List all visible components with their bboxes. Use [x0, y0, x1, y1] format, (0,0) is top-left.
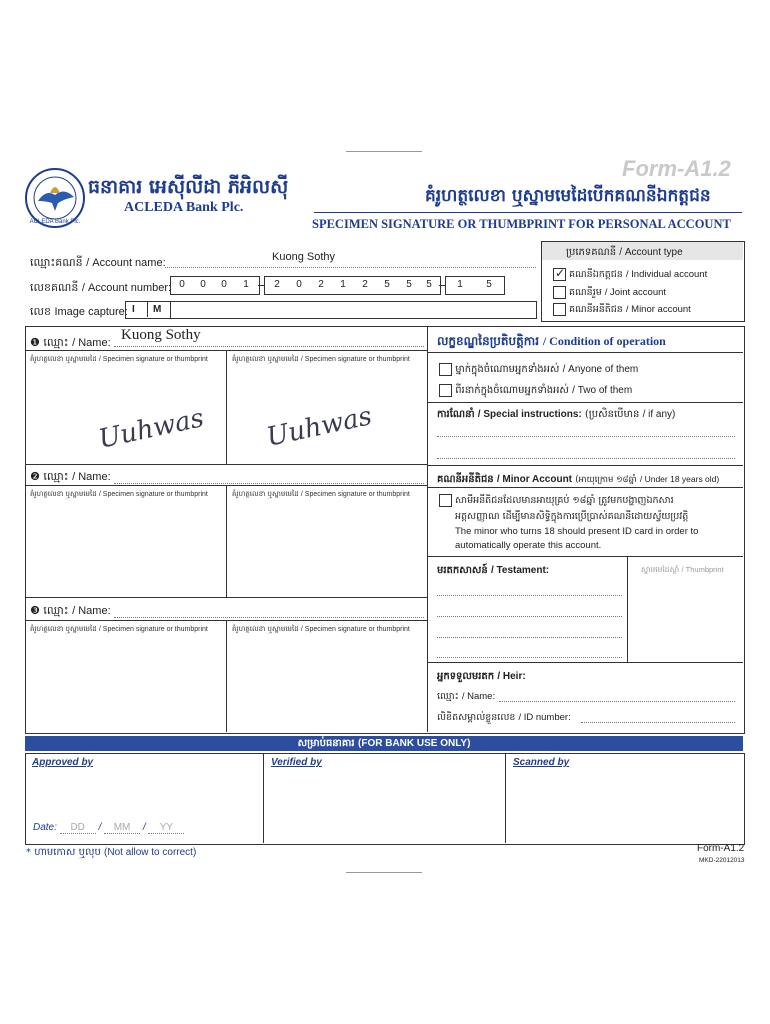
instructions-line[interactable] — [437, 446, 735, 459]
account-name-label-kh: ឈ្មោះគណនី — [30, 256, 83, 269]
date-row — [33, 822, 184, 834]
checkbox[interactable] — [439, 384, 452, 397]
account-digit: 5 — [406, 279, 412, 290]
account-digit: 2 — [274, 279, 280, 290]
account-number-label — [30, 281, 171, 297]
section-line — [427, 465, 743, 466]
testament-line[interactable] — [437, 645, 622, 658]
bank-logo-icon — [24, 167, 86, 229]
account-digit: 5 — [426, 279, 432, 290]
operation-title-en: / Condition of operation — [542, 334, 666, 348]
logo-text: ACLEDA Bank Plc. — [29, 219, 81, 225]
checkbox[interactable] — [553, 286, 566, 299]
footer-note — [26, 845, 196, 860]
minor-age-en: / Under 18 years old) — [639, 474, 720, 484]
account-name-label-en: / Account name: — [86, 257, 166, 269]
holder-3-name-field[interactable] — [114, 603, 424, 618]
testament-title — [437, 563, 549, 578]
form-title-en: SPECIMEN SIGNATURE OR THUMBPRINT FOR PERSONAL ACCOUNT — [312, 217, 731, 231]
account-type-minor[interactable] — [553, 303, 691, 317]
heir-id-field[interactable] — [581, 710, 735, 723]
option-label-kh: ម្នាក់ក្នុងចំណោមអ្នកទាំងអស់ — [455, 364, 560, 375]
bank-use-en: (FOR BANK USE ONLY) — [358, 738, 471, 749]
minor-line2-en: automatically operate this account. — [455, 540, 602, 551]
account-digit: 1 — [457, 279, 463, 290]
holder-name-kh: ឈ្មោះ — [43, 336, 69, 349]
option-label-en: / Joint account — [604, 287, 667, 298]
minor-title-kh: គណនីអនីតិជន — [437, 474, 494, 485]
operation-title — [437, 333, 666, 351]
signature-caption-kh: គំរូហត្ថលេខា ឬស្នាមមេដៃ — [30, 490, 97, 498]
holder-row-line — [25, 597, 427, 598]
account-name-label — [30, 256, 166, 272]
heir-name-label — [437, 690, 495, 704]
minor-line1-kh: សាមីអនីតិជនដែលមានអាយុគ្រប់ ១៨ឆ្នាំ ត្រូវមកបង្ហាញឯកសារ — [455, 495, 674, 506]
account-type-joint[interactable] — [553, 286, 666, 300]
title-rule — [314, 212, 742, 213]
minor-checkbox-row[interactable] — [439, 494, 674, 508]
section-line — [427, 402, 743, 403]
option-label-kh: គណនីអនីតិជន — [569, 304, 623, 315]
holder-name-en: / Name: — [72, 337, 111, 349]
testament-line[interactable] — [437, 604, 622, 617]
footer-code: MKD-22012013 — [699, 857, 745, 864]
testament-line[interactable] — [437, 583, 622, 596]
testament-title-en: / Testament: — [490, 565, 550, 576]
heir-name-en: / Name: — [461, 691, 496, 702]
special-instructions-label — [437, 407, 675, 422]
signature-caption-en: / Specimen signature or thumbprint — [300, 626, 410, 633]
account-name-field[interactable] — [165, 253, 536, 268]
signature-caption-kh: គំរូហត្ថលេខា ឬស្នាមមេដៃ — [232, 625, 299, 633]
holder-name-en: / Name: — [72, 605, 111, 617]
minor-line1-en: The minor who turns 18 should present ID card in order to — [455, 526, 699, 537]
signature-caption-en: / Specimen signature or thumbprint — [300, 356, 410, 363]
account-digit: 2 — [362, 279, 368, 290]
signature-cell-divider — [226, 350, 227, 464]
signature-cell-divider — [226, 620, 227, 732]
account-type-individual[interactable] — [553, 268, 707, 282]
signature-caption — [232, 625, 410, 635]
account-number-label-kh: លេខគណនី — [30, 281, 79, 294]
holder-number: ❸ — [30, 604, 40, 617]
account-number-label-en: / Account number: — [81, 282, 172, 294]
option-label-en: / Individual account — [625, 269, 708, 280]
heir-name-kh: ឈ្មោះ — [437, 691, 459, 702]
signature-caption-kh: គំរូហត្ថលេខា ឬស្នាមមេដៃ — [232, 355, 299, 363]
bank-name-kh: ធនាគារ អេស៊ីលីដា ភីអិលស៊ី — [88, 176, 289, 198]
image-code: I — [132, 304, 135, 315]
instr-note-en: / if any) — [642, 409, 676, 420]
date-label: Date: — [33, 822, 57, 833]
heir-id-en: / ID number: — [518, 712, 571, 723]
section-line — [427, 352, 743, 353]
verified-by-label: Verified by — [271, 757, 322, 768]
holder-row-line — [25, 464, 427, 465]
account-digit: 0 — [296, 279, 302, 290]
footer-star: * — [26, 847, 31, 858]
bank-use-kh: សម្រាប់ធនាគារ — [297, 738, 355, 749]
heir-title — [437, 669, 526, 684]
heir-id-kh: លិខិតសម្គាល់ខ្លួនលេខ — [437, 712, 516, 723]
signature-caption-kh: គំរូហត្ថលេខា ឬស្នាមមេដៃ — [30, 355, 97, 363]
account-type-title-kh: ប្រភេទគណនី — [566, 247, 617, 258]
date-day[interactable]: DD — [60, 822, 96, 834]
holder-name-kh: ឈ្មោះ — [43, 470, 69, 483]
signature-caption — [30, 625, 208, 635]
bank-use-divider — [263, 753, 264, 843]
signature-caption — [30, 490, 208, 500]
option-label-kh: ពីរនាក់ក្នុងចំណោមអ្នកទាំងអស់ — [455, 385, 569, 396]
account-name-value: Kuong Sothy — [272, 251, 335, 263]
account-digit: 0 — [179, 279, 185, 290]
bank-use-divider — [505, 753, 506, 843]
checkbox[interactable] — [439, 363, 452, 376]
approved-by-label: Approved by — [32, 757, 94, 768]
holder-name-kh: ឈ្មោះ — [43, 604, 69, 617]
check-mark-icon: ✓ — [555, 266, 566, 280]
signature-caption-kh: គំរូហត្ថលេខា ឬស្នាមមេដៃ — [30, 625, 97, 633]
image-capture-label-en: Image capture: — [54, 306, 128, 318]
form-number: Form-A1.2 — [622, 156, 731, 181]
checkbox[interactable] — [553, 268, 566, 281]
instr-label-en: / Special instructions: — [477, 409, 582, 420]
heir-title-en: / Heir: — [497, 671, 526, 682]
option-label-en: / Anyone of them — [562, 364, 639, 375]
option-label-en: / Two of them — [572, 385, 633, 396]
bank-use-banner — [25, 736, 743, 751]
minor-account-title — [437, 472, 719, 487]
holder-1-name-value: Kuong Sothy — [121, 327, 201, 343]
option-label-kh: គណនីឯកត្តជន — [569, 269, 623, 280]
account-digit: 0 — [221, 279, 227, 290]
date-slash: / — [98, 822, 102, 833]
signature-caption — [232, 355, 410, 365]
signature-caption — [30, 355, 208, 365]
heir-id-label — [437, 711, 571, 725]
checkbox[interactable] — [439, 494, 452, 507]
holder-3-name-label — [30, 604, 111, 620]
column-divider — [427, 326, 428, 732]
account-type-title-en: / Account type — [619, 247, 683, 258]
bank-logo — [24, 167, 86, 229]
holder-1-signature-2[interactable]: Uuhwas — [264, 401, 375, 453]
instructions-line[interactable] — [437, 424, 735, 437]
holder-2-name-field[interactable] — [114, 469, 424, 484]
thumbprint-label-kh: ស្នាមមេដៃស្តាំ — [641, 565, 680, 574]
section-line — [427, 662, 743, 663]
holder-name-en: / Name: — [72, 471, 111, 483]
option-label-en: / Minor account — [625, 304, 691, 315]
top-rule — [346, 151, 422, 152]
operation-two[interactable] — [439, 383, 632, 398]
instr-label-kh: ការណែនាំ — [437, 409, 475, 420]
thumbprint-label — [641, 565, 724, 576]
account-digit: 5 — [486, 279, 492, 290]
signature-cell-divider — [226, 485, 227, 597]
heir-name-field[interactable] — [499, 689, 735, 702]
operation-anyone[interactable] — [439, 362, 638, 377]
account-digit: 2 — [318, 279, 324, 290]
signature-caption-en: / Specimen signature or thumbprint — [98, 491, 208, 498]
image-code: M — [153, 304, 162, 315]
account-digit: 1 — [340, 279, 346, 290]
footer-form-number: Form-A1.2 — [697, 843, 745, 854]
holder-number: ❷ — [30, 470, 40, 483]
signature-caption-kh: គំរូហត្ថលេខា ឬស្នាមមេដៃ — [232, 490, 299, 498]
holder-number: ❶ — [30, 336, 40, 349]
minor-age-kh: (អាយុក្រោម ១៨ឆ្នាំ — [575, 475, 637, 485]
testament-title-kh: មរតកសាសន៍ — [437, 565, 488, 576]
testament-line[interactable] — [437, 625, 622, 638]
image-capture-label-kh: លេខ — [30, 305, 51, 318]
signature-caption-en: / Specimen signature or thumbprint — [98, 626, 208, 633]
section-line — [427, 487, 743, 488]
instr-note-kh: (ប្រសិនបើមាន — [584, 409, 640, 420]
image-capture-label — [30, 305, 128, 321]
heir-title-kh: អ្នកទទួលមរតក — [437, 671, 495, 682]
footer-note-en: (Not allow to correct) — [104, 847, 197, 858]
option-label-kh: គណនីរួម — [569, 287, 602, 298]
minor-line2-kh: អត្តសញ្ញាណ ដើម្បីមានសិទ្ធិក្នុងការប្រើប្រាស់គណនីដោយស្វ័យប្រវត្តិ — [455, 511, 689, 522]
holder-2-name-label — [30, 470, 111, 486]
signature-caption-en: / Specimen signature or thumbprint — [300, 491, 410, 498]
bank-name-en: ACLEDA Bank Plc. — [124, 200, 244, 215]
checkbox[interactable] — [553, 303, 566, 316]
account-digit: 0 — [200, 279, 206, 290]
date-year[interactable]: YY — [148, 822, 184, 834]
account-digit: 5 — [384, 279, 390, 290]
signature-caption — [232, 490, 410, 500]
image-capture-extension — [169, 301, 537, 319]
account-type-title — [566, 245, 683, 260]
signature-caption-en: / Specimen signature or thumbprint — [98, 356, 208, 363]
date-slash: / — [142, 822, 146, 833]
date-month[interactable]: MM — [104, 822, 140, 834]
operation-title-kh: លក្ខខណ្ឌនៃប្រតិបត្តិការ — [437, 334, 540, 348]
image-capture-divider — [147, 301, 148, 317]
minor-title-en: / Minor Account — [496, 474, 573, 485]
thumbprint-label-en: / Thumbprint — [681, 565, 724, 574]
form-title-kh: គំរូហត្ថលេខា ឬស្នាមមេដៃបើកគណនីឯកត្តជន — [425, 186, 711, 206]
footer-note-kh: ហាមកោស ឬលុប — [34, 847, 101, 858]
holder-1-signature-1[interactable]: Uuhwas — [96, 403, 207, 455]
account-digit: 1 — [243, 279, 249, 290]
bottom-rule — [346, 872, 422, 873]
scanned-by-label: Scanned by — [513, 757, 570, 768]
